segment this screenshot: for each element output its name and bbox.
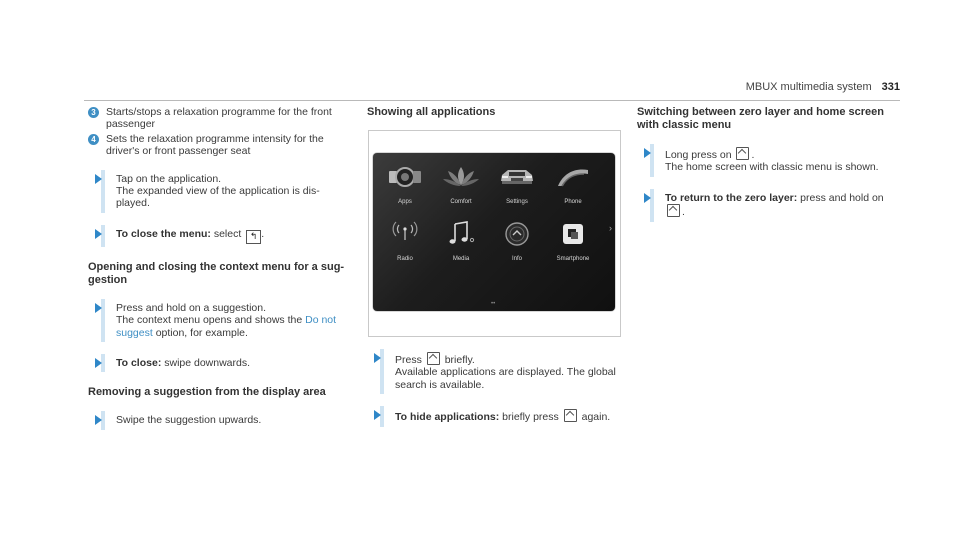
section-heading-context-menu: Opening and closing the context menu for a sug-gestion (88, 260, 345, 286)
home-icon (667, 204, 680, 217)
page-number: 331 (881, 81, 900, 93)
step-icon-line: . (665, 204, 887, 218)
app-label: Apps (398, 199, 412, 205)
step-arrow-icon (374, 353, 381, 363)
column-3 (637, 106, 887, 222)
step-press-hold-suggestion (88, 299, 350, 342)
step-text (395, 352, 620, 366)
step-arrow-icon (95, 174, 102, 184)
step-arrow-icon (644, 148, 651, 158)
header-title: MBUX multimedia system (745, 81, 872, 93)
app-label: Phone (564, 199, 582, 205)
step-instruction: briefly. (444, 354, 475, 366)
step-label: To return to the zero layer: (665, 191, 798, 204)
step-text: Tap on the application. (116, 172, 222, 185)
app-label: Info (511, 256, 522, 262)
app-tile-apps[interactable] (377, 160, 433, 205)
step-label: To close the menu: (116, 227, 211, 240)
lotus-icon (441, 160, 481, 194)
header-divider (84, 100, 900, 101)
home-icon (736, 147, 749, 160)
section-heading-switching: Switching between zero layer and home screen with classic menu (637, 106, 884, 131)
apps-icon (385, 160, 425, 194)
step-text: Press and hold on a suggestion. (116, 301, 267, 314)
step-return-zero-layer (637, 189, 887, 222)
step-swipe-up (88, 411, 350, 429)
item-text: Starts/stops a relaxation programme for the front passenger (106, 106, 332, 131)
step-arrow-icon (95, 358, 102, 368)
app-grid (377, 160, 601, 262)
step-long-press-home (637, 144, 887, 177)
app-label: Media (452, 256, 470, 262)
app-tile-smartphone[interactable] (545, 217, 601, 262)
number-badge: 4 (88, 134, 99, 145)
step-result: The home screen with classic menu is shown. (665, 161, 879, 174)
step-arrow-icon (95, 415, 102, 425)
step-instruction: press and hold on (800, 191, 884, 204)
app-tile-media[interactable] (433, 217, 489, 262)
step-text (116, 357, 350, 369)
step-instruction: Press (395, 354, 422, 366)
section-heading-removing: Removing a suggestion from the display area (88, 386, 326, 399)
step-text (665, 192, 887, 204)
step-arrow-icon (374, 410, 381, 420)
list-item-3 (88, 106, 350, 131)
app-label: Settings (506, 199, 528, 205)
step-label: To close: (116, 357, 162, 370)
radio-antenna-icon (385, 217, 425, 251)
back-icon: ↰ (246, 230, 261, 244)
column-2 (367, 106, 620, 427)
step-text: Long press on . (665, 149, 755, 161)
page-dots-icon: •• (491, 301, 496, 307)
step-text: Swipe the suggestion upwards. (116, 414, 262, 427)
step-close-menu (88, 225, 350, 247)
screenshot-frame (368, 130, 621, 337)
app-tile-info[interactable] (489, 217, 545, 262)
number-badge: 3 (88, 107, 99, 118)
step-arrow-icon (644, 193, 651, 203)
step-arrow-icon (95, 229, 102, 239)
app-label: Comfort (450, 199, 472, 205)
page-header (746, 81, 900, 93)
app-tile-radio[interactable] (377, 217, 433, 262)
smartphone-icon (553, 217, 593, 251)
home-icon (564, 409, 577, 422)
step-result (116, 314, 350, 339)
item-text: Sets the relaxation programme intensity for the driver's or front passenger seat (106, 132, 324, 158)
step-instruction: Long press on (665, 149, 732, 161)
home-icon (427, 352, 440, 365)
app-tile-settings[interactable] (489, 160, 545, 205)
section-heading-showing-apps: Showing all applications (367, 106, 496, 118)
car-icon (497, 160, 537, 194)
app-label: Radio (397, 256, 413, 262)
result-text: The context menu opens and shows the (116, 314, 303, 327)
app-tile-phone[interactable] (545, 160, 601, 205)
list-item-4 (88, 133, 350, 158)
app-tile-comfort[interactable] (433, 160, 489, 205)
mbux-app-screen (373, 153, 615, 311)
step-arrow-icon (95, 303, 102, 313)
step-text: To close the menu: select ↰ . (116, 228, 350, 244)
chevron-right-icon[interactable]: › (609, 223, 612, 233)
app-label: Smartphone (556, 256, 590, 262)
step-label: To hide applications: (395, 411, 500, 424)
do-not-suggest-link[interactable]: Do not suggest (116, 314, 337, 339)
step-result: The expanded view of the application is dis-played. (116, 185, 320, 210)
step-instruction: again. (581, 411, 611, 424)
info-icon (497, 217, 537, 251)
step-hide-apps (367, 406, 620, 426)
step-text (395, 409, 620, 423)
step-instruction: briefly press (502, 411, 559, 424)
step-instruction: swipe downwards. (164, 357, 251, 370)
phone-icon (553, 160, 593, 194)
step-result: Available applications are displayed. The global search is available. (395, 366, 616, 391)
step-close (88, 354, 350, 372)
step-tap-application (88, 170, 350, 213)
step-instruction: select (213, 227, 242, 240)
music-note-icon (441, 217, 481, 251)
step-press-home (367, 349, 620, 394)
result-text: option, for example. (155, 326, 248, 339)
column-1 (88, 106, 350, 430)
